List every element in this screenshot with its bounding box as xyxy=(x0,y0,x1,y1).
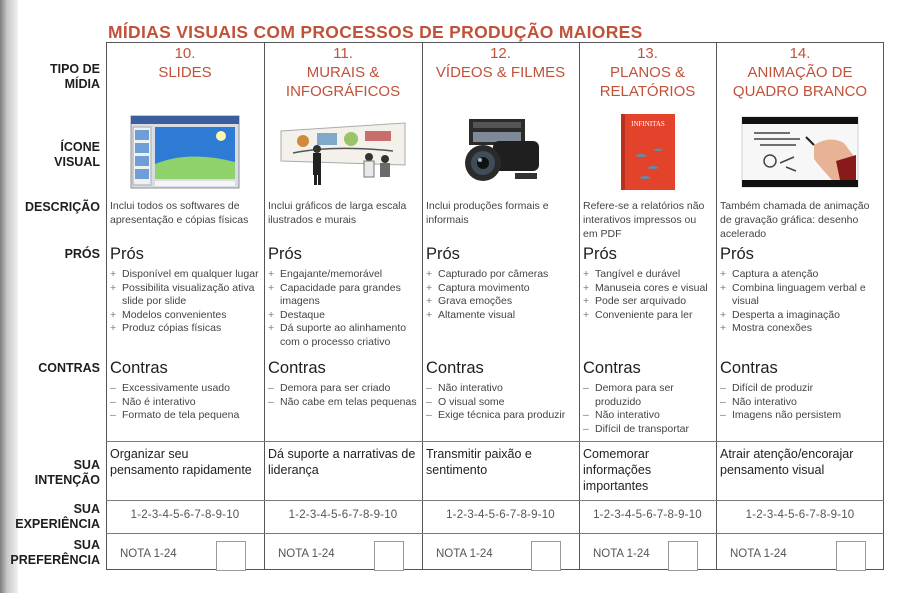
experience-scale: 1-2-3-4-5-6-7-8-9-10 xyxy=(593,509,702,521)
cons-list xyxy=(106,382,264,423)
pro-text: Captura movimento xyxy=(438,281,530,294)
experience-scale: 1-2-3-4-5-6-7-8-9-10 xyxy=(745,509,855,521)
column-slides xyxy=(106,42,264,570)
minus-marker: – xyxy=(720,409,726,421)
slideshow-software-icon xyxy=(106,112,264,192)
column-title: SLIDES xyxy=(158,64,212,81)
con-text: Não interativo xyxy=(438,382,503,394)
pro-text: Modelos convenientes xyxy=(122,308,227,321)
description-text: Inclui todos os softwares de apresentação e cópias físicas xyxy=(110,200,249,226)
column-header xyxy=(422,44,579,82)
row-label-tipo-line1: TIPO DE xyxy=(49,62,100,76)
plus-marker: + xyxy=(583,268,590,280)
plus-marker: + xyxy=(110,281,117,294)
minus-marker: – xyxy=(720,382,726,394)
list-item xyxy=(268,396,418,410)
whiteboard-animation-icon xyxy=(716,112,884,192)
intention-text: Organizar seu pensamento rapidamente xyxy=(110,447,252,477)
list-item xyxy=(720,396,880,410)
list-item xyxy=(583,295,712,309)
pro-text: Engajante/memorável xyxy=(280,268,383,280)
list-item xyxy=(720,309,880,323)
preference-label: NOTA 1-24 xyxy=(730,548,787,560)
column-header xyxy=(579,44,716,101)
experience-scale: 1-2-3-4-5-6-7-8-9-10 xyxy=(130,509,240,521)
plus-marker: + xyxy=(268,322,275,334)
column-header xyxy=(716,44,884,101)
plus-marker: + xyxy=(268,268,275,280)
column-animacao xyxy=(716,42,884,570)
list-item xyxy=(268,282,418,309)
minus-marker: – xyxy=(110,409,116,421)
intention-text: Atrair atenção/encorajar pensamento visual xyxy=(720,447,854,477)
column-header xyxy=(264,44,422,101)
pro-text: Mostra conexões xyxy=(732,322,812,334)
row-label-icone-line2: VISUAL xyxy=(54,155,100,169)
pro-text: Produz cópias físicas xyxy=(122,322,222,334)
con-text: Imagens não persistem xyxy=(732,409,842,421)
intention-text: Transmitir paixão e sentimento xyxy=(426,447,532,477)
cons-list xyxy=(422,382,579,423)
preference-label: NOTA 1-24 xyxy=(278,548,335,560)
list-item xyxy=(583,409,712,423)
report-book-icon xyxy=(579,112,716,192)
plus-marker: + xyxy=(426,295,433,307)
cons-list xyxy=(716,382,884,423)
minus-marker: – xyxy=(583,422,589,435)
minus-marker: – xyxy=(426,382,432,394)
plus-marker: + xyxy=(110,308,117,321)
plus-marker: + xyxy=(268,281,275,294)
cons-heading: Contras xyxy=(583,359,641,377)
preference-label: NOTA 1-24 xyxy=(593,548,650,560)
minus-marker: – xyxy=(268,382,274,394)
row-label-pros: PRÓS xyxy=(64,247,100,261)
list-item xyxy=(583,382,712,409)
plus-marker: + xyxy=(583,295,590,307)
preference-score-box[interactable] xyxy=(216,541,246,571)
list-item xyxy=(583,268,712,282)
list-item xyxy=(583,309,712,323)
pros-list xyxy=(579,268,716,322)
minus-marker: – xyxy=(720,395,726,408)
list-item xyxy=(426,396,575,410)
pro-text: Destaque xyxy=(280,308,325,321)
column-title: ANIMAÇÃO DE xyxy=(747,64,853,81)
preference-score-box[interactable] xyxy=(836,541,866,571)
pro-text: Manuseia cores e visual xyxy=(595,281,708,294)
cons-list xyxy=(264,382,422,409)
pro-text: Pode ser arquivado xyxy=(595,295,687,307)
column-title-line2: INFOGRÁFICOS xyxy=(285,83,401,100)
plus-marker: + xyxy=(110,322,117,334)
preference-score-box[interactable] xyxy=(668,541,698,571)
row-label-preferencia-line2: PREFERÊNCIA xyxy=(10,553,100,567)
minus-marker: – xyxy=(110,382,116,394)
list-item xyxy=(110,282,260,309)
description-text: Também chamada de animação de gravação gráfica: desenho acelerado xyxy=(720,200,870,240)
pros-heading: Prós xyxy=(110,245,144,263)
cons-heading: Contras xyxy=(268,359,326,377)
plus-marker: + xyxy=(583,281,590,294)
intention-text: Comemorar informações importantes xyxy=(583,447,652,493)
preference-cell xyxy=(106,538,264,572)
column-number: 13. xyxy=(637,45,658,62)
row-label-experiencia-line1: SUA xyxy=(73,502,100,516)
preference-score-box[interactable] xyxy=(374,541,404,571)
list-item xyxy=(720,268,880,282)
list-item xyxy=(720,409,880,423)
list-item xyxy=(110,322,260,336)
list-item xyxy=(426,382,575,396)
experience-scale: 1-2-3-4-5-6-7-8-9-10 xyxy=(446,509,555,521)
con-text: Excessivamente usado xyxy=(122,382,230,394)
row-label-icone-line1: ÍCONE xyxy=(60,140,100,154)
pro-text: Capturado por câmeras xyxy=(438,268,549,280)
list-item xyxy=(426,409,575,423)
preference-cell xyxy=(579,538,716,572)
con-text: Demora para ser criado xyxy=(280,382,391,394)
column-title: PLANOS & xyxy=(609,64,686,81)
con-text: Formato de tela pequena xyxy=(122,409,240,421)
pro-text: Possibilita visualização ativa slide por slide xyxy=(122,281,255,307)
cons-list xyxy=(579,382,716,436)
pro-text: Dá suporte ao alinhamento com o processo criativo xyxy=(280,322,407,348)
pros-heading: Prós xyxy=(720,245,754,263)
page-title: MÍDIAS VISUAIS COM PROCESSOS DE PRODUÇÃO MAIORES xyxy=(108,22,643,42)
column-title-line2: QUADRO BRANCO xyxy=(732,83,868,100)
list-item xyxy=(110,309,260,323)
preference-cell xyxy=(422,538,579,572)
column-number: 12. xyxy=(490,45,511,62)
list-item xyxy=(426,309,575,323)
con-text: Não cabe em telas pequenas xyxy=(280,395,417,408)
pro-text: Desperta a imaginação xyxy=(732,308,840,321)
video-camera-icon xyxy=(422,112,579,192)
minus-marker: – xyxy=(426,409,432,421)
con-text: Não interativo xyxy=(732,395,797,408)
list-item xyxy=(583,282,712,296)
minus-marker: – xyxy=(110,395,116,408)
preference-label: NOTA 1-24 xyxy=(436,548,493,560)
minus-marker: – xyxy=(583,409,589,421)
plus-marker: + xyxy=(720,281,727,294)
column-title-line2: RELATÓRIOS xyxy=(599,83,696,100)
column-videos xyxy=(422,42,579,570)
row-label-intencao-line2: INTENÇÃO xyxy=(34,473,100,487)
list-item xyxy=(268,382,418,396)
pro-text: Altamente visual xyxy=(438,308,516,321)
list-item xyxy=(583,423,712,437)
preference-label: NOTA 1-24 xyxy=(120,548,177,560)
pros-heading: Prós xyxy=(426,245,460,263)
plus-marker: + xyxy=(426,268,433,280)
minus-marker: – xyxy=(268,395,274,408)
plus-marker: + xyxy=(110,268,117,280)
description-text: Inclui produções formais e informais xyxy=(426,200,549,226)
column-title: MURAIS & xyxy=(306,64,380,81)
list-item xyxy=(426,282,575,296)
list-item xyxy=(720,322,880,336)
description-text: Refere-se a relatórios não interativos impressos ou em PDF xyxy=(583,200,705,240)
cons-heading: Contras xyxy=(720,359,778,377)
row-label-tipo xyxy=(8,62,100,92)
list-item xyxy=(110,409,260,423)
list-item xyxy=(110,396,260,410)
pros-list xyxy=(716,268,884,336)
con-text: Difícil de produzir xyxy=(732,382,814,394)
pros-list xyxy=(106,268,264,336)
con-text: Demora para ser produzido xyxy=(595,382,674,408)
con-text: Exige técnica para produzir xyxy=(438,409,566,421)
plus-marker: + xyxy=(268,308,275,321)
pro-text: Grava emoções xyxy=(438,295,513,307)
row-label-preferencia xyxy=(8,538,100,568)
column-number: 10. xyxy=(174,45,196,62)
cons-heading: Contras xyxy=(426,359,484,377)
list-item xyxy=(720,382,880,396)
pros-list xyxy=(422,268,579,322)
column-murais xyxy=(264,42,422,570)
pro-text: Conveniente para ler xyxy=(595,308,693,321)
minus-marker: – xyxy=(583,382,589,394)
list-item xyxy=(110,268,260,282)
list-item xyxy=(720,282,880,309)
row-label-intencao xyxy=(8,458,100,488)
row-label-icone xyxy=(8,140,100,170)
preference-cell xyxy=(264,538,422,572)
plus-marker: + xyxy=(426,281,433,294)
row-label-descricao: DESCRIÇÃO xyxy=(24,200,100,214)
pros-list xyxy=(264,268,422,349)
list-item xyxy=(110,382,260,396)
row-label-experiencia-line2: EXPERIÊNCIA xyxy=(15,517,100,531)
row-label-intencao-line1: SUA xyxy=(73,458,100,472)
con-text: Não interativo xyxy=(595,409,660,421)
minus-marker: – xyxy=(426,395,432,408)
con-text: Não é interativo xyxy=(122,395,196,408)
book-cover-title: INFINITAS xyxy=(630,120,665,128)
plus-marker: + xyxy=(426,308,433,321)
column-number: 14. xyxy=(789,45,811,62)
intention-text: Dá suporte a narrativas de liderança xyxy=(268,447,416,477)
row-label-experiencia xyxy=(8,502,100,532)
pro-text: Tangível e durável xyxy=(595,268,681,280)
row-label-contras: CONTRAS xyxy=(38,361,100,375)
row-label-tipo-line2: MÍDIA xyxy=(64,77,100,91)
plus-marker: + xyxy=(720,268,727,280)
description-text: Inclui gráficos de larga escala ilustrados e murais xyxy=(268,200,407,226)
preference-score-box[interactable] xyxy=(531,541,561,571)
con-text: O visual some xyxy=(438,395,505,408)
pros-heading: Prós xyxy=(268,245,302,263)
plus-marker: + xyxy=(720,308,727,321)
pro-text: Captura a atenção xyxy=(732,268,819,280)
pro-text: Capacidade para grandes imagens xyxy=(280,281,401,307)
column-title: VÍDEOS & FILMES xyxy=(435,64,566,81)
pro-text: Disponível em qualquer lugar xyxy=(122,268,259,280)
pro-text: Combina linguagem verbal e visual xyxy=(732,281,866,307)
column-planos xyxy=(579,42,716,570)
column-header xyxy=(106,44,264,82)
list-item xyxy=(426,295,575,309)
plus-marker: + xyxy=(720,322,727,334)
con-text: Difícil de transportar xyxy=(595,422,689,435)
row-label-preferencia-line1: SUA xyxy=(73,538,100,552)
plus-marker: + xyxy=(583,308,590,321)
list-item xyxy=(268,268,418,282)
cons-heading: Contras xyxy=(110,359,168,377)
infographic-mural-icon xyxy=(264,112,422,192)
list-item xyxy=(268,309,418,323)
pros-heading: Prós xyxy=(583,245,617,263)
list-item xyxy=(426,268,575,282)
preference-cell xyxy=(716,538,884,572)
column-number: 11. xyxy=(333,45,353,62)
experience-scale: 1-2-3-4-5-6-7-8-9-10 xyxy=(288,509,398,521)
list-item xyxy=(268,322,418,349)
